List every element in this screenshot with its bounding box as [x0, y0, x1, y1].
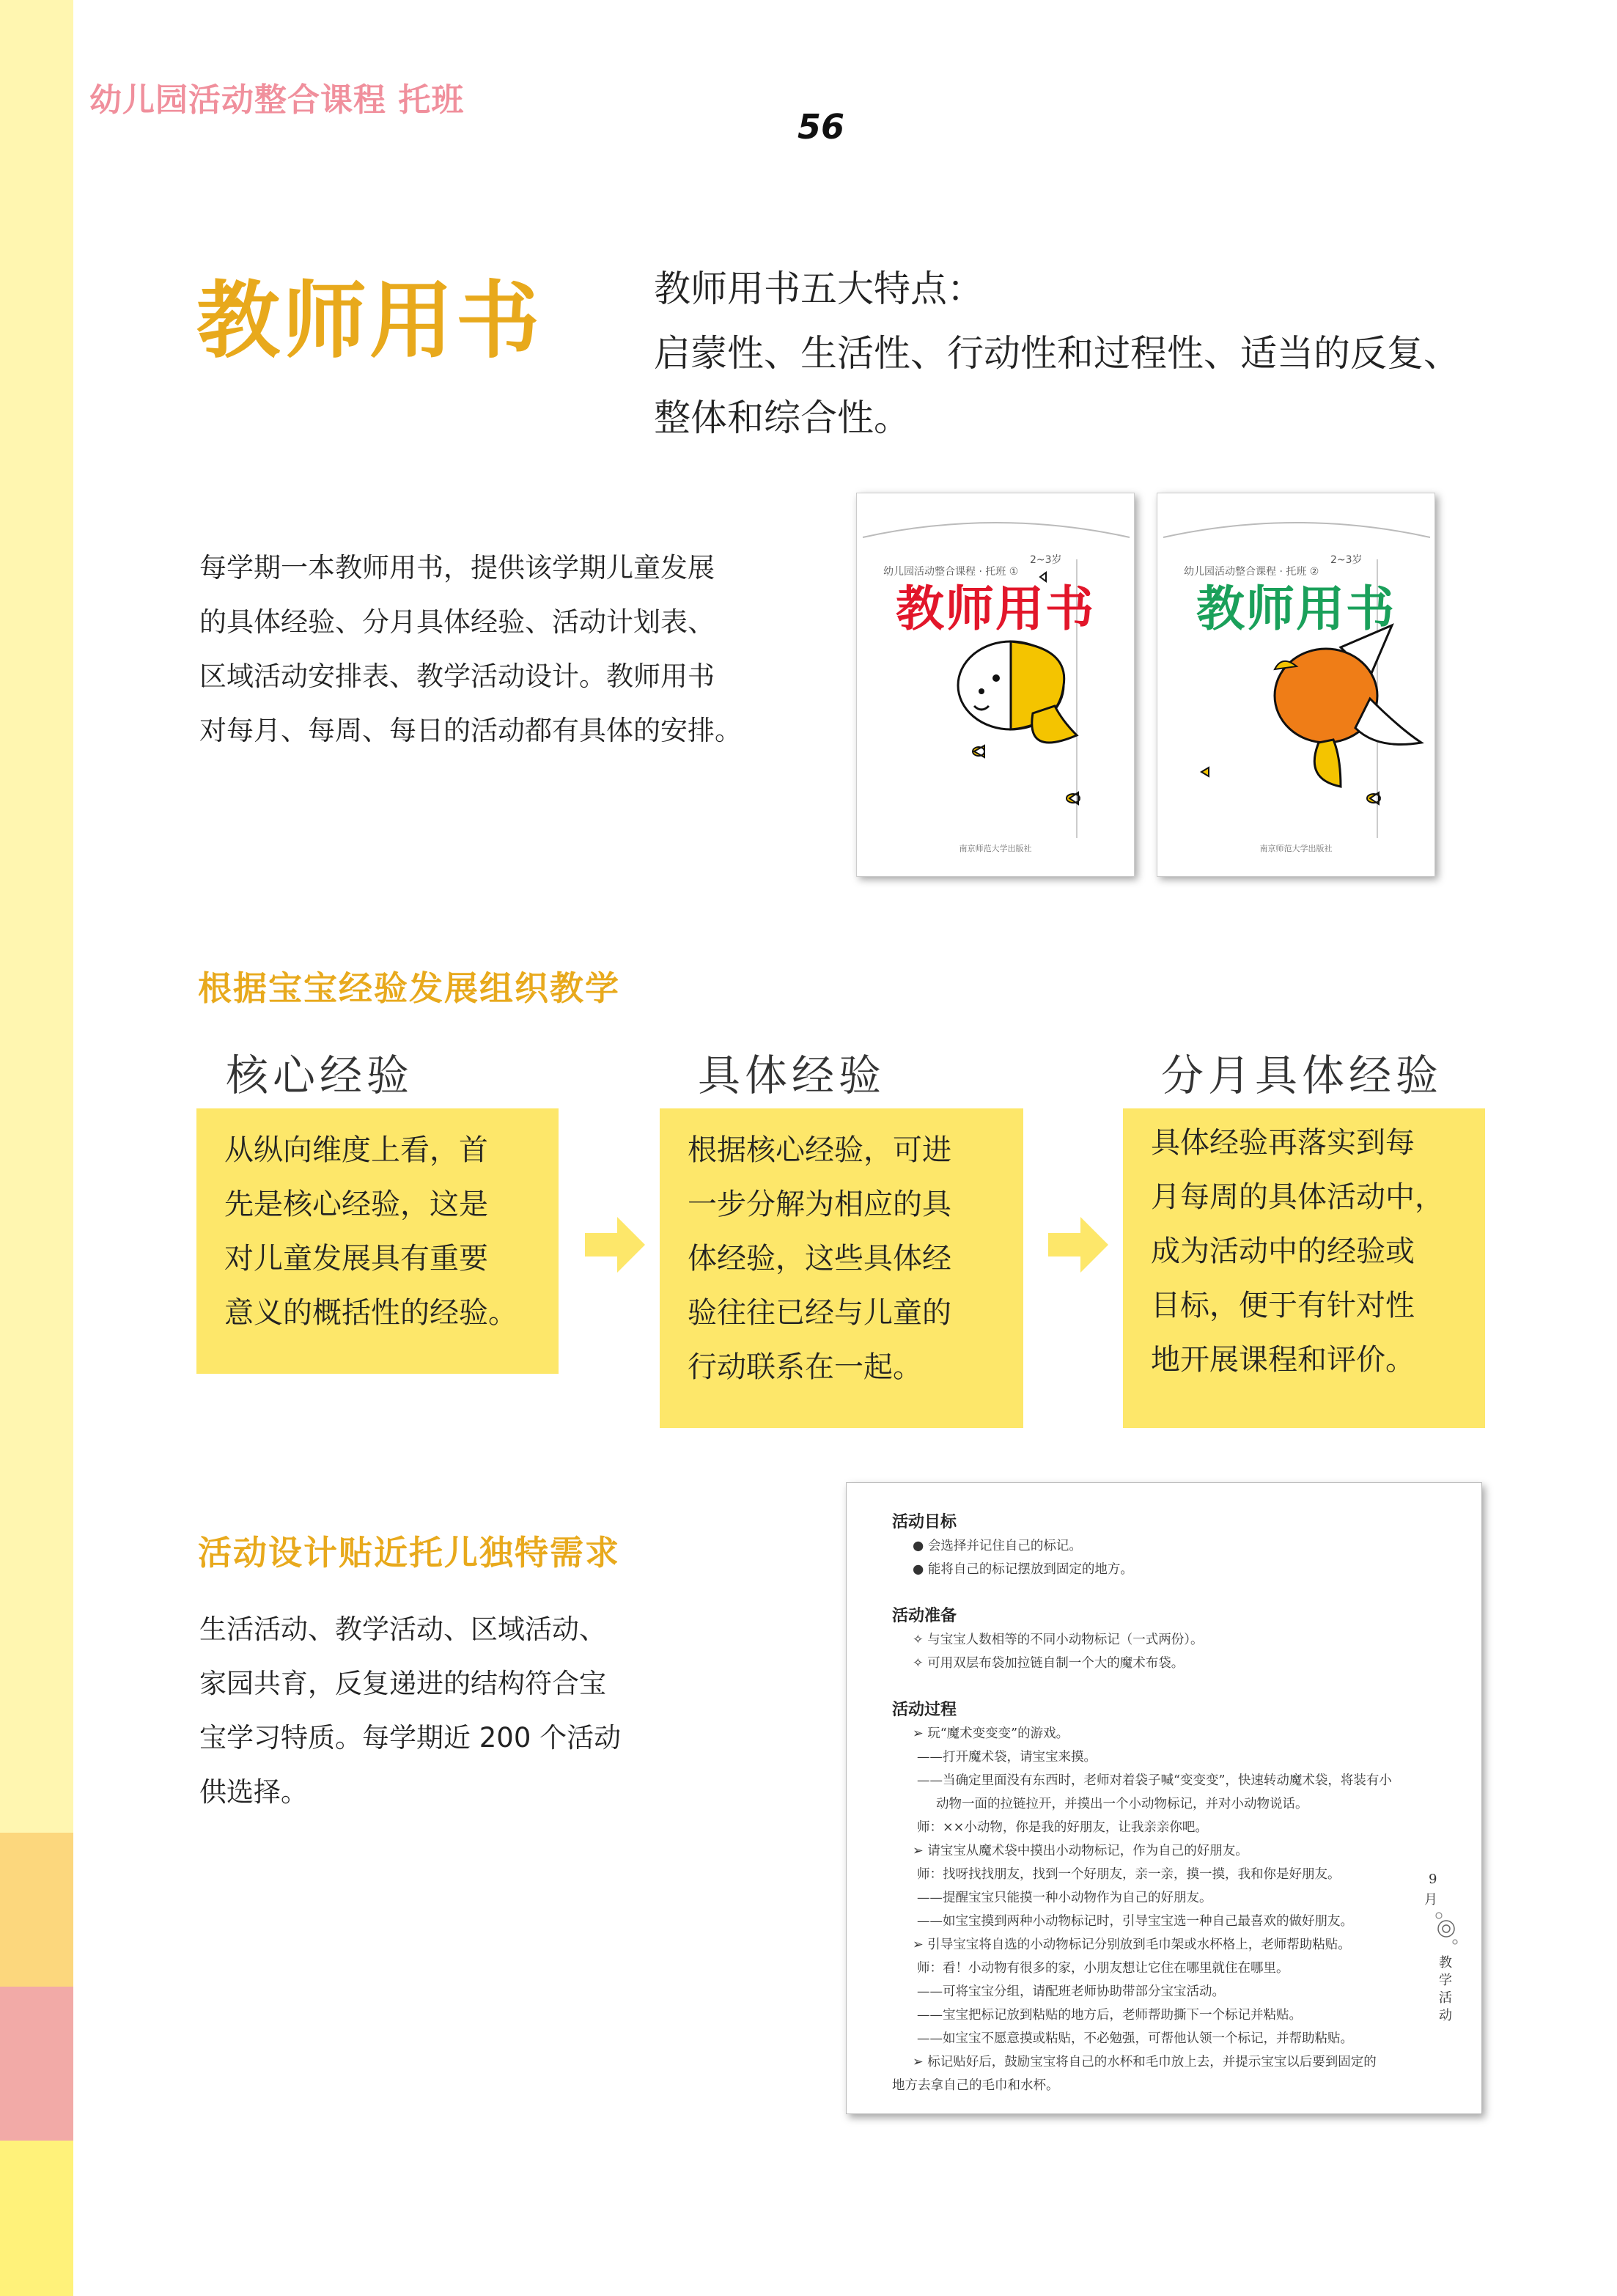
column-title-monthly: 分月具体经验: [1161, 1051, 1443, 1100]
paragraph-line: 供选择。: [199, 1776, 308, 1808]
sheet-line: ✧ 可用双层布袋加拉链自制一个大的魔术布袋。: [913, 1656, 1185, 1671]
side-label-char: 教: [1439, 1955, 1452, 1971]
sheet-line: 动物一面的拉链拉开，并摸出一个小动物标记，并对小动物说话。: [936, 1797, 1308, 1811]
sheet-line: ➢ 玩“魔术变变变”的游戏。: [913, 1726, 1069, 1741]
book-series-text: 幼儿园活动整合课程 · 托班 ①: [883, 566, 1019, 578]
box-core-experience: [196, 1108, 559, 1374]
intro-line: 对每月、每周、每日的活动都有具体的安排。: [199, 715, 742, 746]
decoration-swirl-icon: [1430, 1908, 1462, 1949]
margin-strip-yellow: [0, 0, 73, 1833]
box-line: 月每周的具体活动中，: [1151, 1180, 1444, 1214]
sheet-line: ——宝宝把标记放到粘贴的地方后，老师帮助撕下一个标记并粘贴。: [917, 2008, 1302, 2023]
side-label-char: 学: [1439, 1973, 1452, 1988]
sheet-line: 师：找呀找找朋友，找到一个好朋友，亲一亲，摸一摸，我和你是好朋友。: [917, 1867, 1341, 1882]
page-number: 56: [798, 107, 845, 147]
arrow-right-icon: [585, 1217, 645, 1273]
sheet-heading-process: 活动过程: [892, 1701, 957, 1719]
running-title: 幼儿园活动整合课程 托班: [89, 81, 465, 119]
book-cover-art: [857, 493, 1134, 876]
intro-line: 区域活动安排表、教学活动设计。教师用书: [199, 661, 715, 692]
intro-line: 的具体经验、分月具体经验、活动计划表、: [199, 606, 715, 638]
book-cover-2: [1157, 493, 1435, 877]
arrow-right-icon: [1048, 1217, 1108, 1273]
book-publisher-text: 南京师范大学出版社: [959, 844, 1032, 853]
sheet-line: ——可将宝宝分组，请配班老师协助带部分宝宝活动。: [917, 1984, 1225, 1999]
sheet-line: ✧ 与宝宝人数相等的不同小动物标记（一式两份）。: [913, 1633, 1204, 1647]
side-label-char: 活: [1439, 1990, 1452, 2006]
book-cover-title: 教师用书: [1196, 581, 1396, 637]
sheet-line: ——如宝宝不愿意摸或粘贴，不必勉强，可帮他认领一个标记，并帮助粘贴。: [917, 2031, 1353, 2046]
margin-strip-pink: [0, 1987, 73, 2141]
section-heading-experience: 根据宝宝经验发展组织教学: [198, 968, 620, 1008]
sheet-line: ——提醒宝宝只能摸一种小动物作为自己的好朋友。: [917, 1891, 1212, 1905]
column-title-specific: 具体经验: [698, 1051, 886, 1100]
box-line: 先是核心经验，这是: [224, 1188, 488, 1221]
features-text: [654, 257, 1460, 450]
sample-activity-page: [846, 1482, 1482, 2114]
paragraph-line: 宝学习特质。每学期近 200 个活动: [199, 1722, 622, 1754]
book-publisher-text: 南京师范大学出版社: [1259, 844, 1333, 853]
sheet-line: 师：看！小动物有很多的家，小朋友想让它住在哪里就住在哪里。: [917, 1961, 1289, 1976]
month-number: 9: [1429, 1872, 1437, 1887]
sheet-line: ● 会选择并记住自己的标记。: [913, 1539, 1082, 1553]
sheet-line: 地方去拿自己的毛巾和水杯。: [892, 2078, 1059, 2093]
box-line: 目标，便于有针对性: [1151, 1289, 1415, 1322]
box-line: 验往往已经与儿童的: [688, 1296, 951, 1330]
book-series-text: 幼儿园活动整合课程 · 托班 ②: [1184, 566, 1319, 578]
sheet-line: ➢ 标记贴好后，鼓励宝宝将自己的水杯和毛巾放上去，并提示宝宝以后要到固定的: [913, 2055, 1377, 2069]
box-line: 成为活动中的经验或: [1151, 1235, 1415, 1268]
intro-line: 每学期一本教师用书，提供该学期儿童发展: [199, 552, 715, 584]
sheet-heading-prep: 活动准备: [892, 1607, 957, 1625]
sheet-line: ——如宝宝摸到两种小动物标记时，引导宝宝选一种自己最喜欢的做好朋友。: [917, 1914, 1353, 1929]
margin-strip-bright-yellow: [0, 2141, 73, 2296]
box-line: 对儿童发展具有重要: [224, 1242, 488, 1276]
side-label-char: 动: [1439, 2008, 1452, 2023]
sheet-heading-goal: 活动目标: [892, 1513, 957, 1531]
sheet-line: ● 能将自己的标记摆放到固定的地方。: [913, 1562, 1133, 1577]
box-line: 行动联系在一起。: [688, 1350, 922, 1384]
box-line: 一步分解为相应的具: [688, 1188, 951, 1221]
box-monthly-experience: [1123, 1108, 1485, 1428]
book-cover-title: 教师用书: [896, 581, 1095, 637]
book-cover-1: [856, 493, 1135, 877]
intro-paragraph: [199, 541, 815, 758]
page-title: 教师用书: [196, 272, 543, 369]
box-line: 地开展课程和评价。: [1151, 1343, 1415, 1377]
sheet-line: ——打开魔术袋，请宝宝来摸。: [917, 1750, 1097, 1765]
paragraph-line: 生活活动、教学活动、区域活动、: [199, 1614, 606, 1645]
features-line: 整体和综合性。: [654, 397, 910, 439]
box-line: 具体经验再落实到每: [1151, 1126, 1415, 1160]
box-specific-experience: [660, 1108, 1023, 1428]
book-cover-art: [1157, 493, 1434, 876]
box-line: 意义的概括性的经验。: [224, 1296, 517, 1330]
column-title-core: 核心经验: [226, 1051, 414, 1100]
box-line: 体经验，这些具体经: [688, 1242, 951, 1276]
sheet-line: 师：××小动物，你是我的好朋友，让我亲亲你吧。: [917, 1820, 1208, 1835]
activity-design-paragraph: [199, 1603, 683, 1819]
features-line: 启蒙性、生活性、行动性和过程性、适当的反复、: [654, 332, 1460, 375]
book-age-text: 2~3岁: [1330, 554, 1363, 566]
margin-strip-orange: [0, 1833, 73, 1987]
sheet-line: ——当确定里面没有东西时，老师对着袋子喊“变变变”，快速转动魔术袋，将装有小: [917, 1773, 1392, 1788]
month-label: 月: [1424, 1892, 1437, 1907]
box-line: 根据核心经验，可进: [688, 1133, 951, 1167]
box-line: 从纵向维度上看，首: [224, 1133, 488, 1167]
sheet-line: ➢ 引导宝宝将自选的小动物标记分别放到毛巾架或水杯格上，老师帮助粘贴。: [913, 1938, 1351, 1952]
section-heading-activity-design: 活动设计贴近托儿独特需求: [198, 1533, 620, 1572]
features-line: 教师用书五大特点：: [654, 268, 984, 310]
book-age-text: 2~3岁: [1030, 554, 1062, 566]
paragraph-line: 家园共育，反复递进的结构符合宝: [199, 1668, 606, 1699]
sheet-line: ➢ 请宝宝从魔术袋中摸出小动物标记，作为自己的好朋友。: [913, 1844, 1248, 1858]
